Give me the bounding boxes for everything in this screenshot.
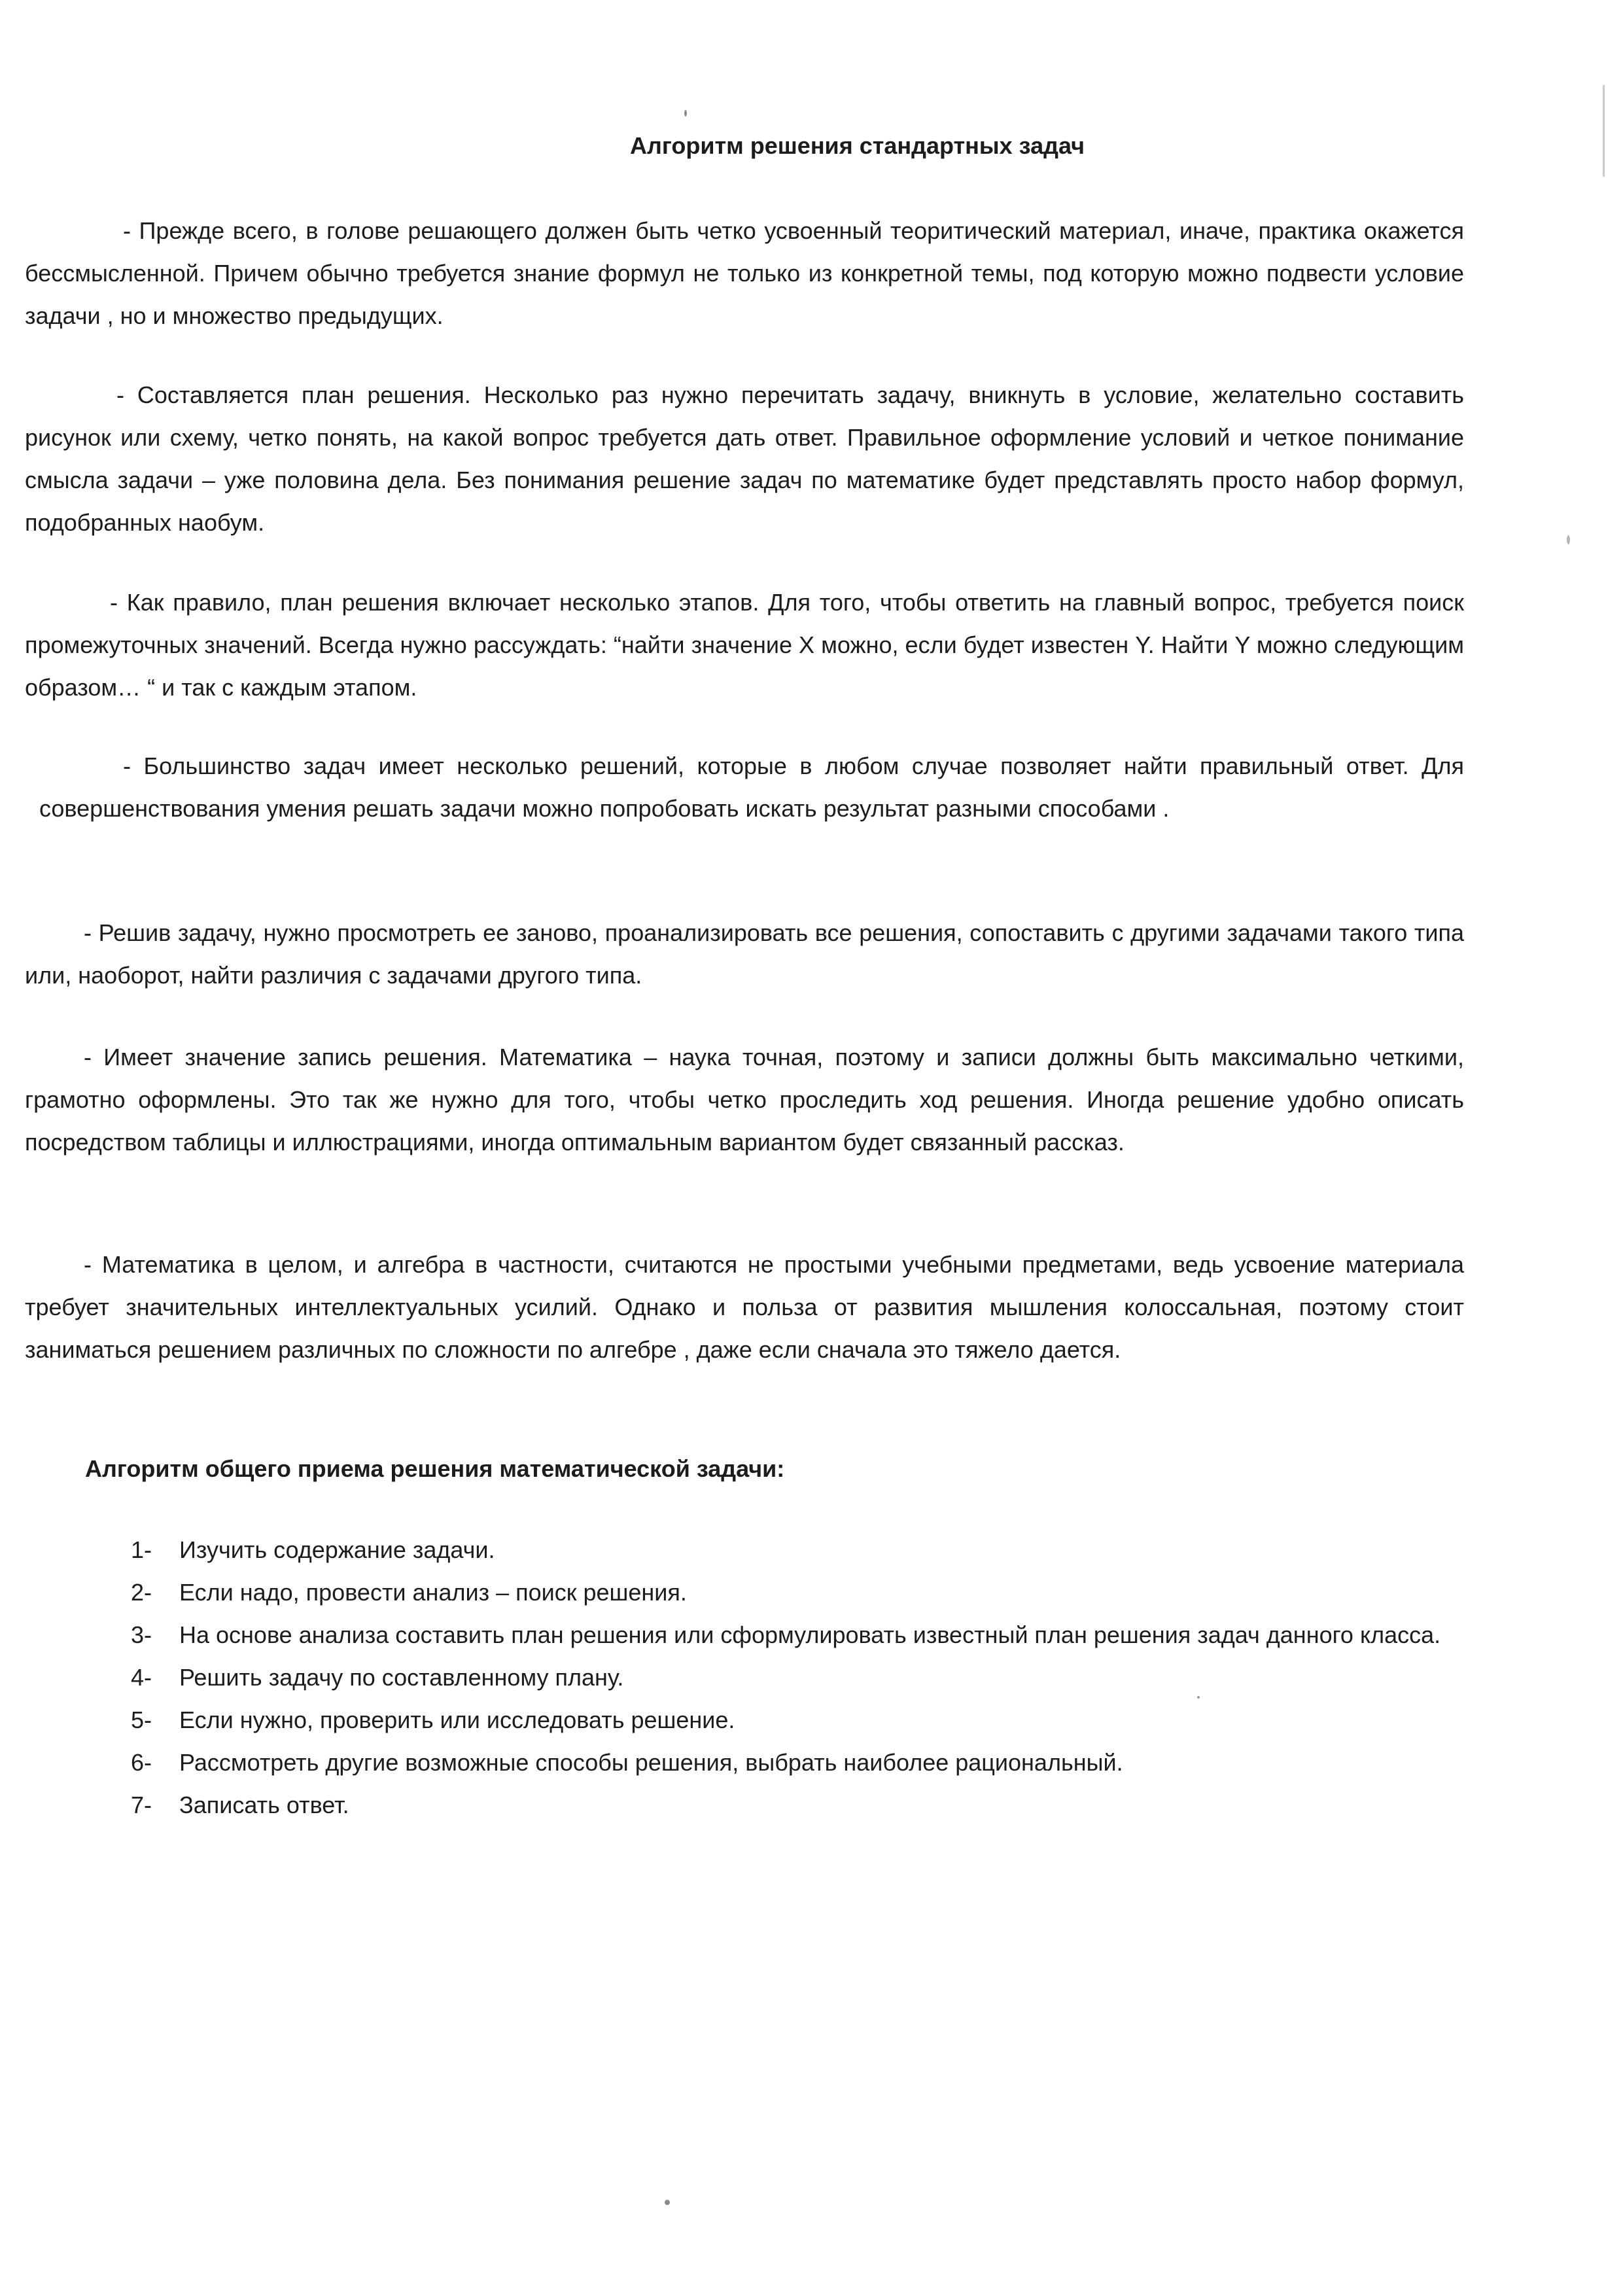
- step-number: 7-: [131, 1792, 152, 1818]
- step-number: 6-: [131, 1749, 152, 1776]
- paragraph-stages: - Как правило, план решения включает несколько этапов. Для того, чтобы ответить на главный вопрос, требуется поиск промежуточных значений. Всегда нужно рассуждать: “найти значение X можно, если будет известен Y. Найти Y можно следующим образом… “ и так с каждым этапом.: [25, 589, 1464, 701]
- scan-speck: [1567, 535, 1570, 544]
- list-item: [72, 1741, 1464, 1784]
- list-item: [72, 1571, 1464, 1614]
- step-text: Если надо, провести анализ – поиск решения.: [179, 1579, 687, 1606]
- list-item: [72, 1528, 1464, 1571]
- list-item: [72, 1699, 1464, 1741]
- algorithm-steps-list: [72, 1528, 1464, 1826]
- paragraph-recording: - Имеет значение запись решения. Математика – наука точная, поэтому и записи должны быть максимально четкими, грамотно оформлены. Это так же нужно для того, чтобы четко проследить ход решения. Иногда решение удобно описать посредством таблицы и иллюстрациями, иногда оптимальным вариантом будет связанный рассказ.: [25, 1044, 1464, 1156]
- step-number: 3-: [131, 1621, 152, 1648]
- step-number: 2-: [131, 1579, 152, 1606]
- list-item: [72, 1656, 1464, 1699]
- step-text: Изучить содержание задачи.: [179, 1536, 495, 1563]
- step-text: Рассмотреть другие возможные способы решения, выбрать наиболее рациональный.: [179, 1749, 1123, 1776]
- scan-speck: [665, 2200, 670, 2205]
- paragraph-theory: - Прежде всего, в голове решающего должен быть четко усвоенный теоритический материал, иначе, практика окажется бессмысленной. Причем обычно требуется знание формул не только из конкретной темы, под которую можно подвести условие задачи , но и множество предыдущих.: [25, 217, 1464, 329]
- paragraph-multiple-solutions: - Большинство задач имеет несколько решений, которые в любом случае позволяет найти правильный ответ. Для совершенствования умения решать задачи можно попробовать искать результат разными способами .: [39, 752, 1464, 822]
- algorithm-subtitle: Алгоритм общего приема решения математической задачи:: [85, 1455, 785, 1482]
- list-item: [72, 1614, 1464, 1656]
- step-number: 5-: [131, 1706, 152, 1733]
- paragraph-review: - Решив задачу, нужно просмотреть ее заново, проанализировать все решения, сопоставить с другими задачами такого типа или, наоборот, найти различия с задачами другого типа.: [25, 919, 1464, 989]
- paragraph-mathematics: - Математика в целом, и алгебра в частности, считаются не простыми учебными предметами, ведь усвоение материала требует значительных интеллектуальных усилий. Однако и польза от развития мышления колоссальная, поэтому стоит заниматься решением различных по сложности по алгебре , даже если сначала это тяжело дается.: [25, 1251, 1464, 1363]
- step-text: Решить задачу по составленному плану.: [179, 1664, 624, 1691]
- scan-speck: [684, 110, 687, 116]
- document-title: Алгоритм решения стандартных задач: [630, 132, 1085, 159]
- step-number: 4-: [131, 1664, 152, 1691]
- paragraph-plan: - Составляется план решения. Несколько раз нужно перечитать задачу, вникнуть в условие, желательно составить рисунок или схему, четко понять, на какой вопрос требуется дать ответ. Правильное оформление условий и четкое понимание смысла задачи – уже половина дела. Без понимания решение задач по математике будет представлять просто набор формул, подобранных наобум.: [25, 381, 1464, 536]
- step-text: На основе анализа составить план решения или сформулировать известный план решения задач данного класса.: [179, 1621, 1441, 1648]
- step-number: 1-: [131, 1536, 152, 1563]
- list-item: [72, 1784, 1464, 1826]
- step-text: Если нужно, проверить или исследовать решение.: [179, 1706, 735, 1733]
- step-text: Записать ответ.: [179, 1792, 349, 1818]
